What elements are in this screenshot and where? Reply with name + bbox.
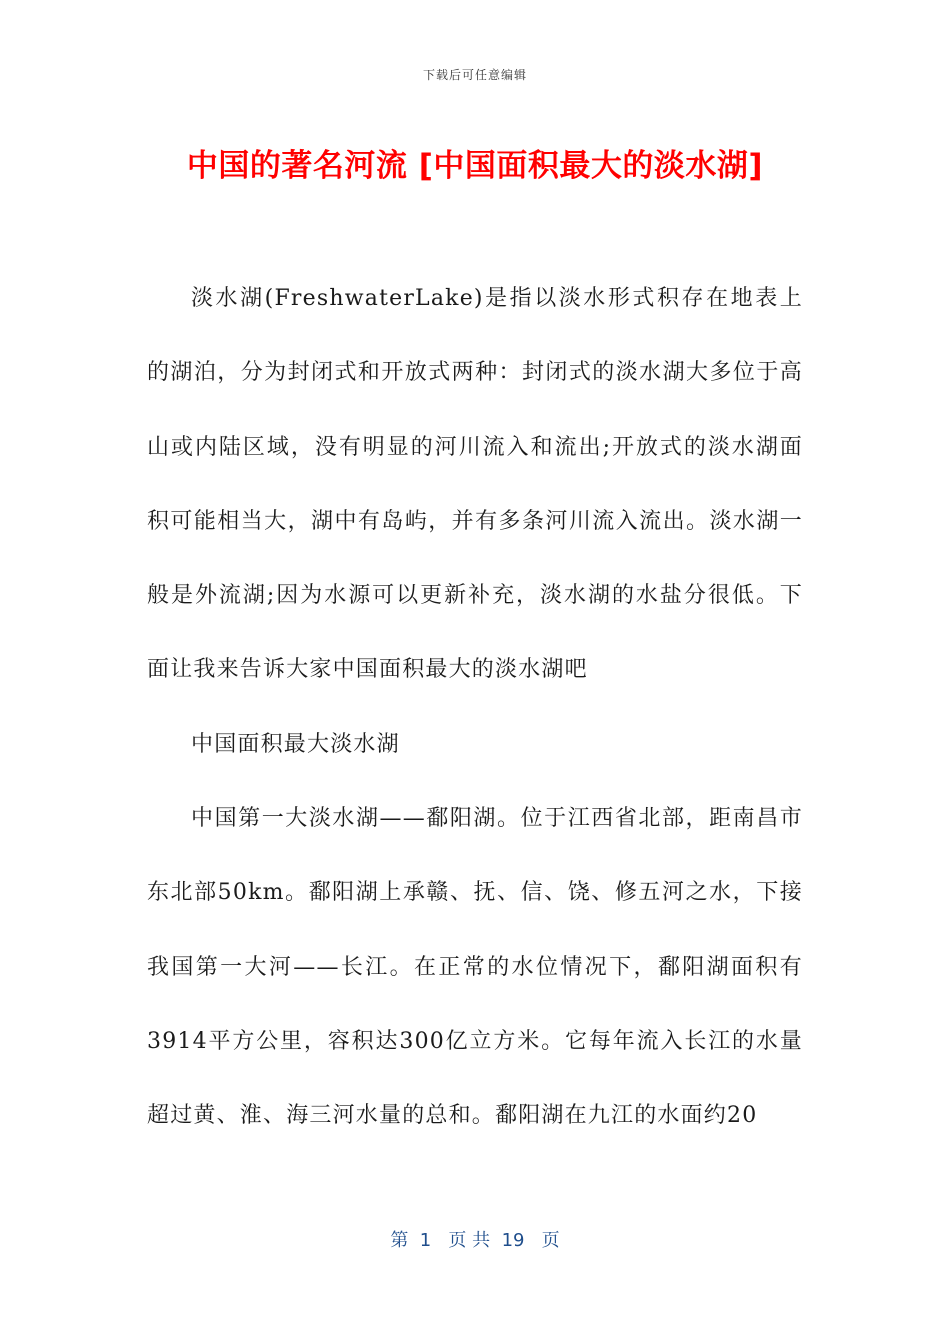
header-note: 下载后可任意编辑	[422, 68, 527, 82]
document-title: 中国的著名河流 [中国面积最大的淡水湖]	[186, 148, 764, 184]
paragraph-subheading: 中国面积最大淡水湖	[191, 731, 400, 757]
paragraph-intro: 淡水湖(FreshwaterLake)是指以淡水形式积存在地表上的湖泊，分为封闭式和开放式两种：封闭式的淡水湖大多位于高山或内陆区域，没有明显的河川流入和流出;开放式的淡水湖面积可能相当大，湖中有岛屿，并有多条河川流入流出。淡水湖一般是外流湖;因为水源可以更新补充，淡水湖的水盐分很低。下面让我来告诉大家中国面积最大的淡水湖吧	[147, 286, 803, 683]
document-body	[147, 262, 803, 1154]
paragraph-poyang: 中国第一大淡水湖——鄱阳湖。位于江西省北部，距南昌市东北部50km。鄱阳湖上承赣、抚、信、饶、修五河之水，下接我国第一大河——长江。在正常的水位情况下，鄱阳湖面积有3914平方公里，容积达300亿立方米。它每年流入长江的水量超过黄、淮、海三河水量的总和。鄱阳湖在九江的水面约20	[147, 806, 803, 1129]
page-number: 第 1 页 共 19 页	[390, 1230, 560, 1251]
